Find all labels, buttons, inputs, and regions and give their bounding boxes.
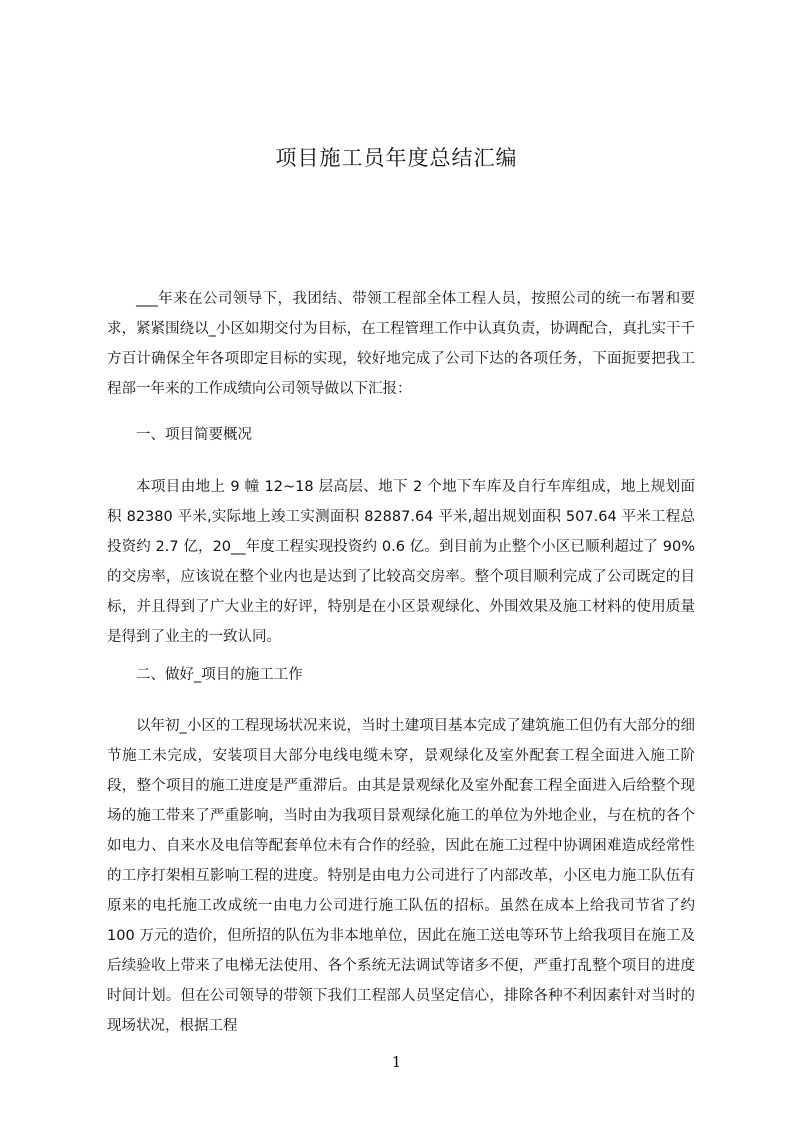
section-heading-construction: 二、做好_项目的施工工作 — [136, 667, 303, 683]
page-number: 1 — [391, 1053, 402, 1071]
paragraph-text: ___年来在公司领导下，我团结、带领工程部全体工程人员，按照公司的统一布署和要求，紧紧围绕以_小区如期交付为目标，在工程管理工作中认真负责，协调配合，真扎实干千方百计确保全年各项即定目标的实现，较好地完成了公司下达的各项任务，下面扼要把我工程部一年来的工作成绩向公司领导做以下汇报： — [107, 291, 695, 397]
construction-paragraph — [107, 711, 695, 1041]
intro-paragraph — [107, 284, 695, 404]
section-heading-overview: 一、项目简要概况 — [136, 427, 252, 443]
overview-paragraph — [107, 472, 695, 652]
document-title: 项目施工员年度总结汇编 — [275, 146, 518, 170]
paragraph-text: 以年初_小区的工程现场状况来说，当时土建项目基本完成了建筑施工但仍有大部分的细节施工未完成，安装项目大部分电线电缆未穿，景观绿化及室外配套工程全面进入施工阶段，整个项目的施工进度是严重滞后。由其是景观绿化及室外配套工程全面进入后给整个现场的施工带来了严重影响，当时由为我项目景观绿化施工的单位为外地企业，与在杭的各个如电力、自来水及电信等配套单位未有合作的经验，因此在施工过程中协调困难造成经常性的工序打架相互影响工程的进度。特别是由电力公司进行了内部改革，小区电力施工队伍有原来的电托施工改成统一由电力公司进行施工队伍的招标。虽然在成本上给我司节省了约 100 万元的造价，但所招的队伍为非本地单位，因此在施工送电等环节上给我项目在施工及后续验收上带来了电梯无法使用、各个系统无法调试等诸多不便，严重打乱整个项目的进度时间计划。但在公司领导的带领下我们工程部人员坚定信心，排除各种不利因素针对当时的现场状况，根据工程 — [107, 718, 695, 1034]
paragraph-text: 本项目由地上 9 幢 12~18 层高层、地下 2 个地下车库及自行车库组成，地上规划面积 82380 平米,实际地上竣工实测面积 82887.64 平米,超出规划面积 507.64 平米工程总投资约 2.7 亿，20__年度工程实现投资约 0.6 亿。到目前为止整个小区已顺利超过了 90%的交房率，应该说在整个业内也是达到了比较高交房率。整个项目顺利完成了公司既定的目标，并且得到了广大业主的好评，特别是在小区景观绿化、外围效果及施工材料的使用质量是得到了业主的一致认同。 — [107, 479, 695, 645]
